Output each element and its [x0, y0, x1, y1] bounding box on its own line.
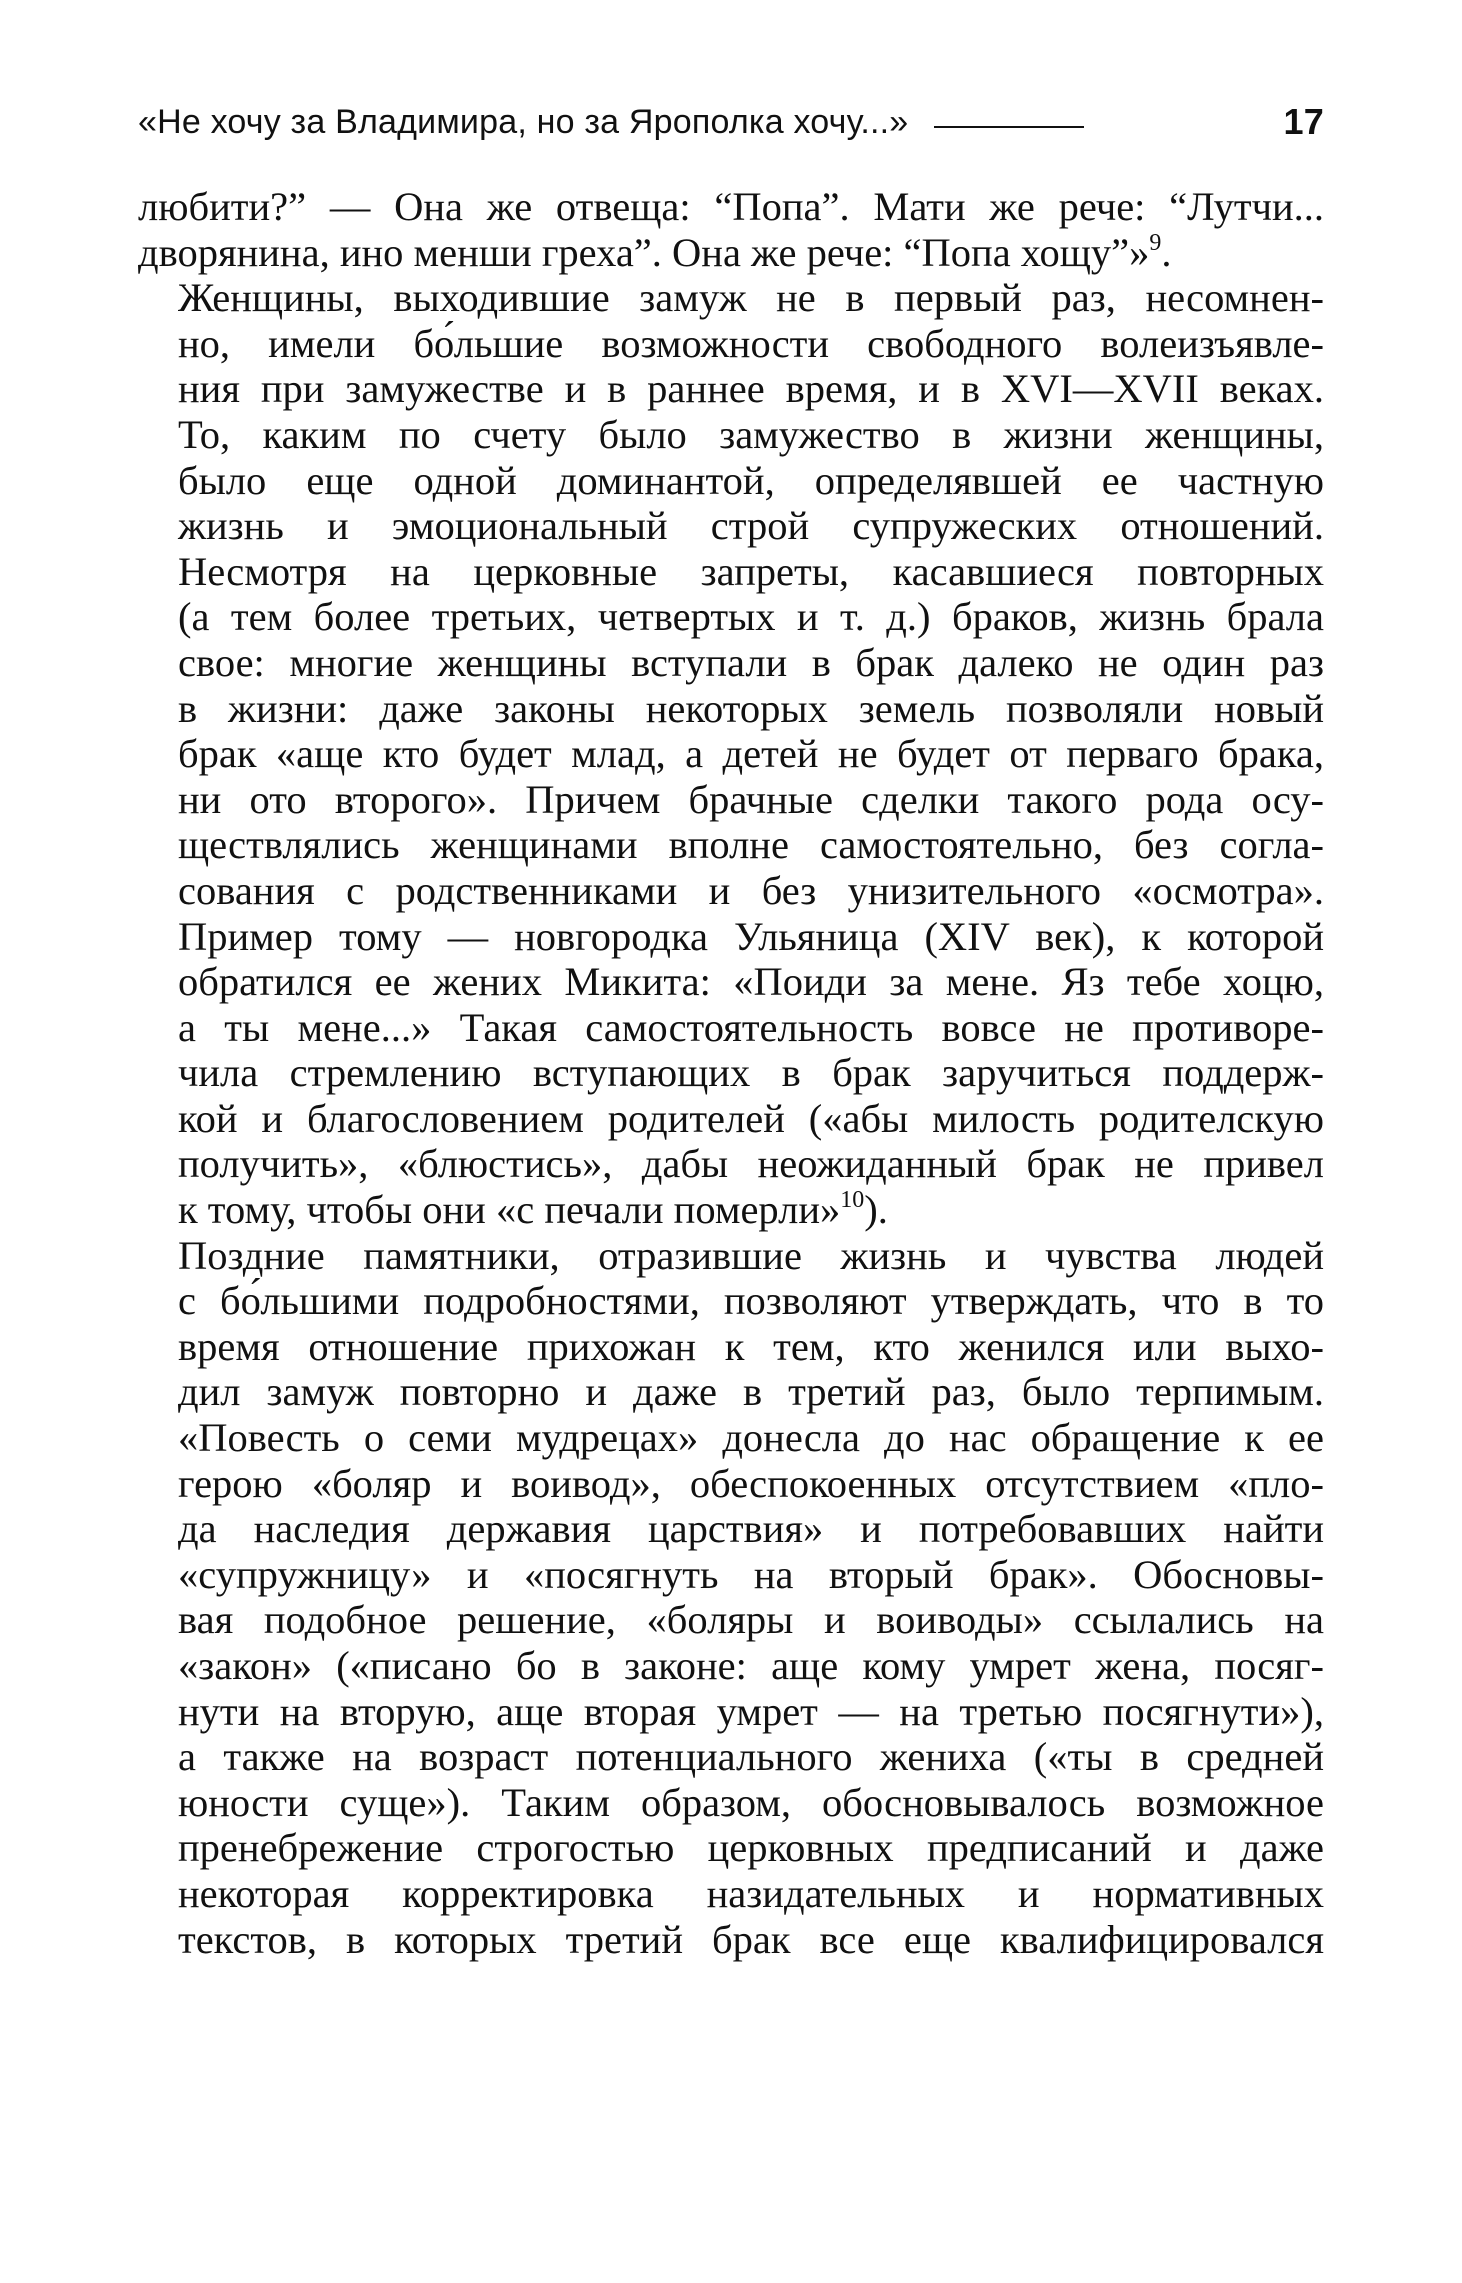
text-line: вая подобное решение, «боляры и воиводы» ссылались на: [178, 1597, 1324, 1643]
text-line: Несмотря на церковные запреты, касавшиеся повторных: [178, 548, 1324, 594]
text-line: получить», «блюстись», дабы неожиданный брак не привел: [178, 1141, 1324, 1187]
text-line: жизнь и эмоциональный строй супружеских отношений.: [178, 503, 1324, 549]
text-line-content: дворянина, ино менши греха”. Она же рече: “Попа хощу”»: [138, 229, 1150, 275]
text-line: в жизни: даже законы некоторых земель позволяли новый: [178, 685, 1324, 731]
text-line: время отношение прихожан к тем, кто женился или выхо-: [178, 1323, 1324, 1369]
text-line: пренебрежение строгостью церковных предписаний и даже: [178, 1825, 1324, 1871]
text-line: Женщины, выходившие замуж не в первый раз, несомнен-: [178, 275, 1324, 321]
text-line: [138, 230, 1324, 276]
paragraph-1: [138, 184, 1324, 275]
footnote-ref: 9: [1149, 229, 1162, 256]
text-line-tail: .: [1161, 229, 1172, 275]
text-line: ния при замужестве и в раннее время, и в XVI—XVII веках.: [178, 366, 1324, 412]
text-line-tail: ).: [864, 1187, 888, 1233]
text-line: герою «боляр и воивод», обеспокоенных отсутствием «пло-: [178, 1460, 1324, 1506]
text-line: Пример тому — новгородка Ульяница (XIV век), к которой: [178, 913, 1324, 959]
text-line: с бо́льшими подробностями, позволяют утверждать, что в то: [178, 1278, 1324, 1324]
body-text: [138, 184, 1324, 1962]
text-line: свое: многие женщины вступали в брак далеко не один раз: [178, 639, 1324, 685]
text-line: некоторая корректировка назидательных и нормативных: [178, 1870, 1324, 1916]
footnote-ref: 10: [840, 1187, 865, 1214]
text-line: Поздние памятники, отразившие жизнь и чувства людей: [178, 1232, 1324, 1278]
paragraph-3: [138, 1233, 1324, 1963]
text-line: было еще одной доминантой, определявшей ее частную: [178, 457, 1324, 503]
header-rule: [934, 126, 1084, 128]
text-line: а ты мене...» Такая самостоятельность вовсе не противоре-: [178, 1004, 1324, 1050]
text-line: любити?” — Она же отвеща: “Попа”. Мати же рече: “Лутчи...: [138, 184, 1324, 229]
text-line: обратился ее жених Микита: «Поиди за мене. Яз тебе хоцю,: [178, 959, 1324, 1005]
text-line: дил замуж повторно и даже в третий раз, было терпимым.: [178, 1369, 1324, 1415]
running-header: [138, 96, 1324, 148]
text-line: «закон» («писано бо в законе: аще кому умрет жена, посяг-: [178, 1643, 1324, 1688]
text-line: юности суще»). Таким образом, обосновывалось возможное: [178, 1779, 1324, 1825]
text-line: нути на вторую, аще вторая умрет — на третью посягнути»),: [178, 1688, 1324, 1734]
text-line: ни ото второго». Причем брачные сделки такого рода осу-: [178, 776, 1324, 822]
running-title: «Не хочу за Владимира, но за Ярополка хочу...»: [138, 102, 909, 141]
text-line: сования с родственниками и без унизительного «осмотра».: [178, 867, 1324, 913]
text-line: [138, 1187, 1324, 1233]
paragraph-2: [138, 275, 1324, 1232]
text-line: «Повесть о семи мудрецах» донесла до нас обращение к ее: [178, 1415, 1324, 1461]
text-line: ществлялись женщинами вполне самостоятельно, без согла-: [178, 822, 1324, 868]
book-page: [138, 96, 1324, 2236]
text-line: То, каким по счету было замужество в жизни женщины,: [178, 411, 1324, 457]
text-line: а также на возраст потенциального жениха («ты в средней: [178, 1734, 1324, 1780]
text-line-content: к тому, чтобы они «с печали померли»: [178, 1187, 841, 1233]
page-number: 17: [1283, 101, 1324, 142]
text-line: (а тем более третьих, четвертых и т. д.) браков, жизнь брала: [178, 594, 1324, 640]
text-line: брак «аще кто будет млад, а детей не будет от перваго брака,: [178, 731, 1324, 777]
text-line: да наследия державия царствия» и потребовавших найти: [178, 1506, 1324, 1552]
text-line: текстов, в которых третий брак все еще квалифицировался: [178, 1916, 1324, 1962]
text-line: кой и благословением родителей («абы милость родителскую: [178, 1095, 1324, 1141]
text-line: но, имели бо́льшие возможности свободного волеизъявле-: [178, 320, 1324, 366]
text-line: чила стремлению вступающих в брак заручиться поддерж-: [178, 1050, 1324, 1096]
text-line: «супружницу» и «посягнуть на вторый брак». Обосновы-: [178, 1551, 1324, 1597]
